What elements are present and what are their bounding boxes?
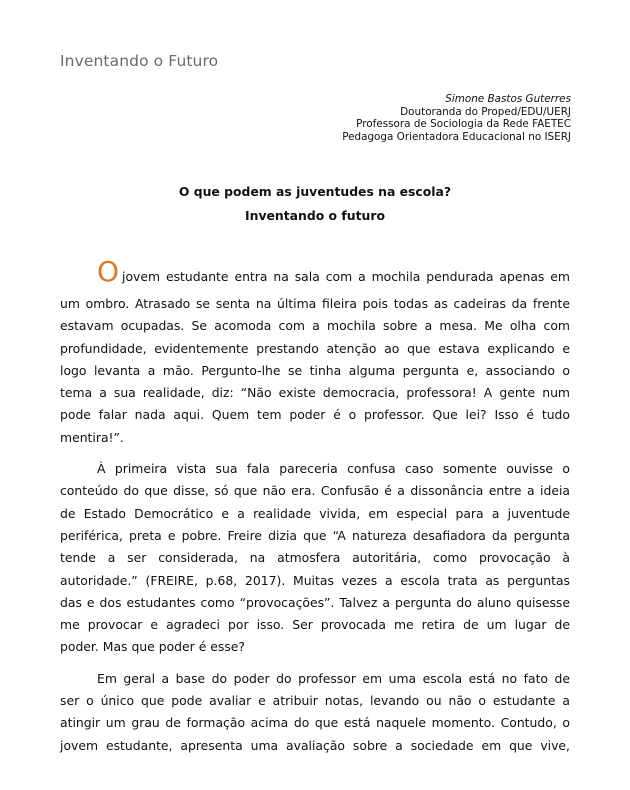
article-title-line-1: O que podem as juventudes na escola? [178, 184, 452, 199]
paragraph-line: Em geral a base do poder do professor em uma escola está no fato de [97, 670, 570, 686]
author-affiliation-2: Professora de Sociologia da Rede FAETEC [356, 118, 571, 131]
article-body [60, 255, 570, 757]
paragraph-line: estavam ocupadas. Se acomoda com a mochila sobre a mesa. Me olha com [60, 318, 570, 334]
paragraph-line: das e dos estudantes como “provocações”. Talvez a pergunta do aluno quisesse [60, 594, 570, 610]
paragraph-line: mentira!”. [60, 429, 124, 445]
paragraph-3 [60, 668, 570, 757]
article-title [0, 180, 630, 228]
paragraph-1-first-line [60, 255, 570, 293]
paragraph-line: atingir um grau de formação acima do que está naquele momento. Contudo, o [60, 715, 570, 731]
paragraph-1 [60, 255, 570, 449]
paragraph-line: poder. Mas que poder é esse? [60, 639, 245, 655]
paragraph-line: À primeira vista sua fala pareceria confusa caso somente ouvisse o [97, 461, 570, 477]
paragraph-line: jovem estudante, apresenta uma avaliação sobre a sociedade em que vive, [60, 737, 570, 753]
paragraph-line: conteúdo do que disse, só que não era. Confusão é a dissonância entre a ideia [60, 483, 570, 499]
paragraph-line: periférica, preta e pobre. Freire dizia que “A natureza desafiadora da pergunta [60, 527, 570, 543]
paragraph-line: tende a ser considerada, na atmosfera autoritária, como provocação à [60, 550, 570, 566]
paragraph-line: me provocar e agradeci por isso. Ser provocada me retira de um lugar de [60, 617, 570, 633]
drop-cap: O [97, 255, 120, 288]
paragraph-line: tema a sua realidade, diz: “Não existe democracia, professora! A gente num [60, 385, 570, 401]
author-affiliation-3: Pedagoga Orientadora Educacional no ISERJ [342, 130, 571, 143]
paragraph-line: autoridade.” (FREIRE, p.68, 2017). Muitas vezes a escola trata as perguntas [60, 572, 570, 588]
page-header-title: Inventando o Futuro [60, 52, 219, 70]
author-block [342, 93, 571, 143]
paragraph-2 [60, 458, 570, 659]
paragraph-line: profundidade, evidentemente prestando atenção ao que estava explicando e [60, 340, 570, 356]
author-name: Simone Bastos Guterres [445, 93, 571, 105]
paragraph-line: de Estado Democrático e a realidade vivida, em especial para a juventude [60, 505, 570, 521]
paragraph-line: logo levanta a mão. Pergunto-lhe se tinha alguma pergunta e, associando o [60, 362, 570, 378]
paragraph-line: um ombro. Atrasado se senta na última fileira pois todas as cadeiras da frente [60, 296, 570, 311]
paragraph-line: ser o único que pode avaliar e atribuir notas, levando ou não o estudante a [60, 693, 570, 709]
author-affiliation-1: Doutoranda do Proped/EDU/UERJ [400, 105, 571, 118]
article-title-line-2: Inventando o futuro [245, 208, 385, 223]
paragraph-line: pode falar nada aqui. Quem tem poder é o professor. Que lei? Isso é tudo [60, 407, 570, 423]
paragraph-line: jovem estudante entra na sala com a mochila pendurada apenas em [122, 269, 570, 284]
